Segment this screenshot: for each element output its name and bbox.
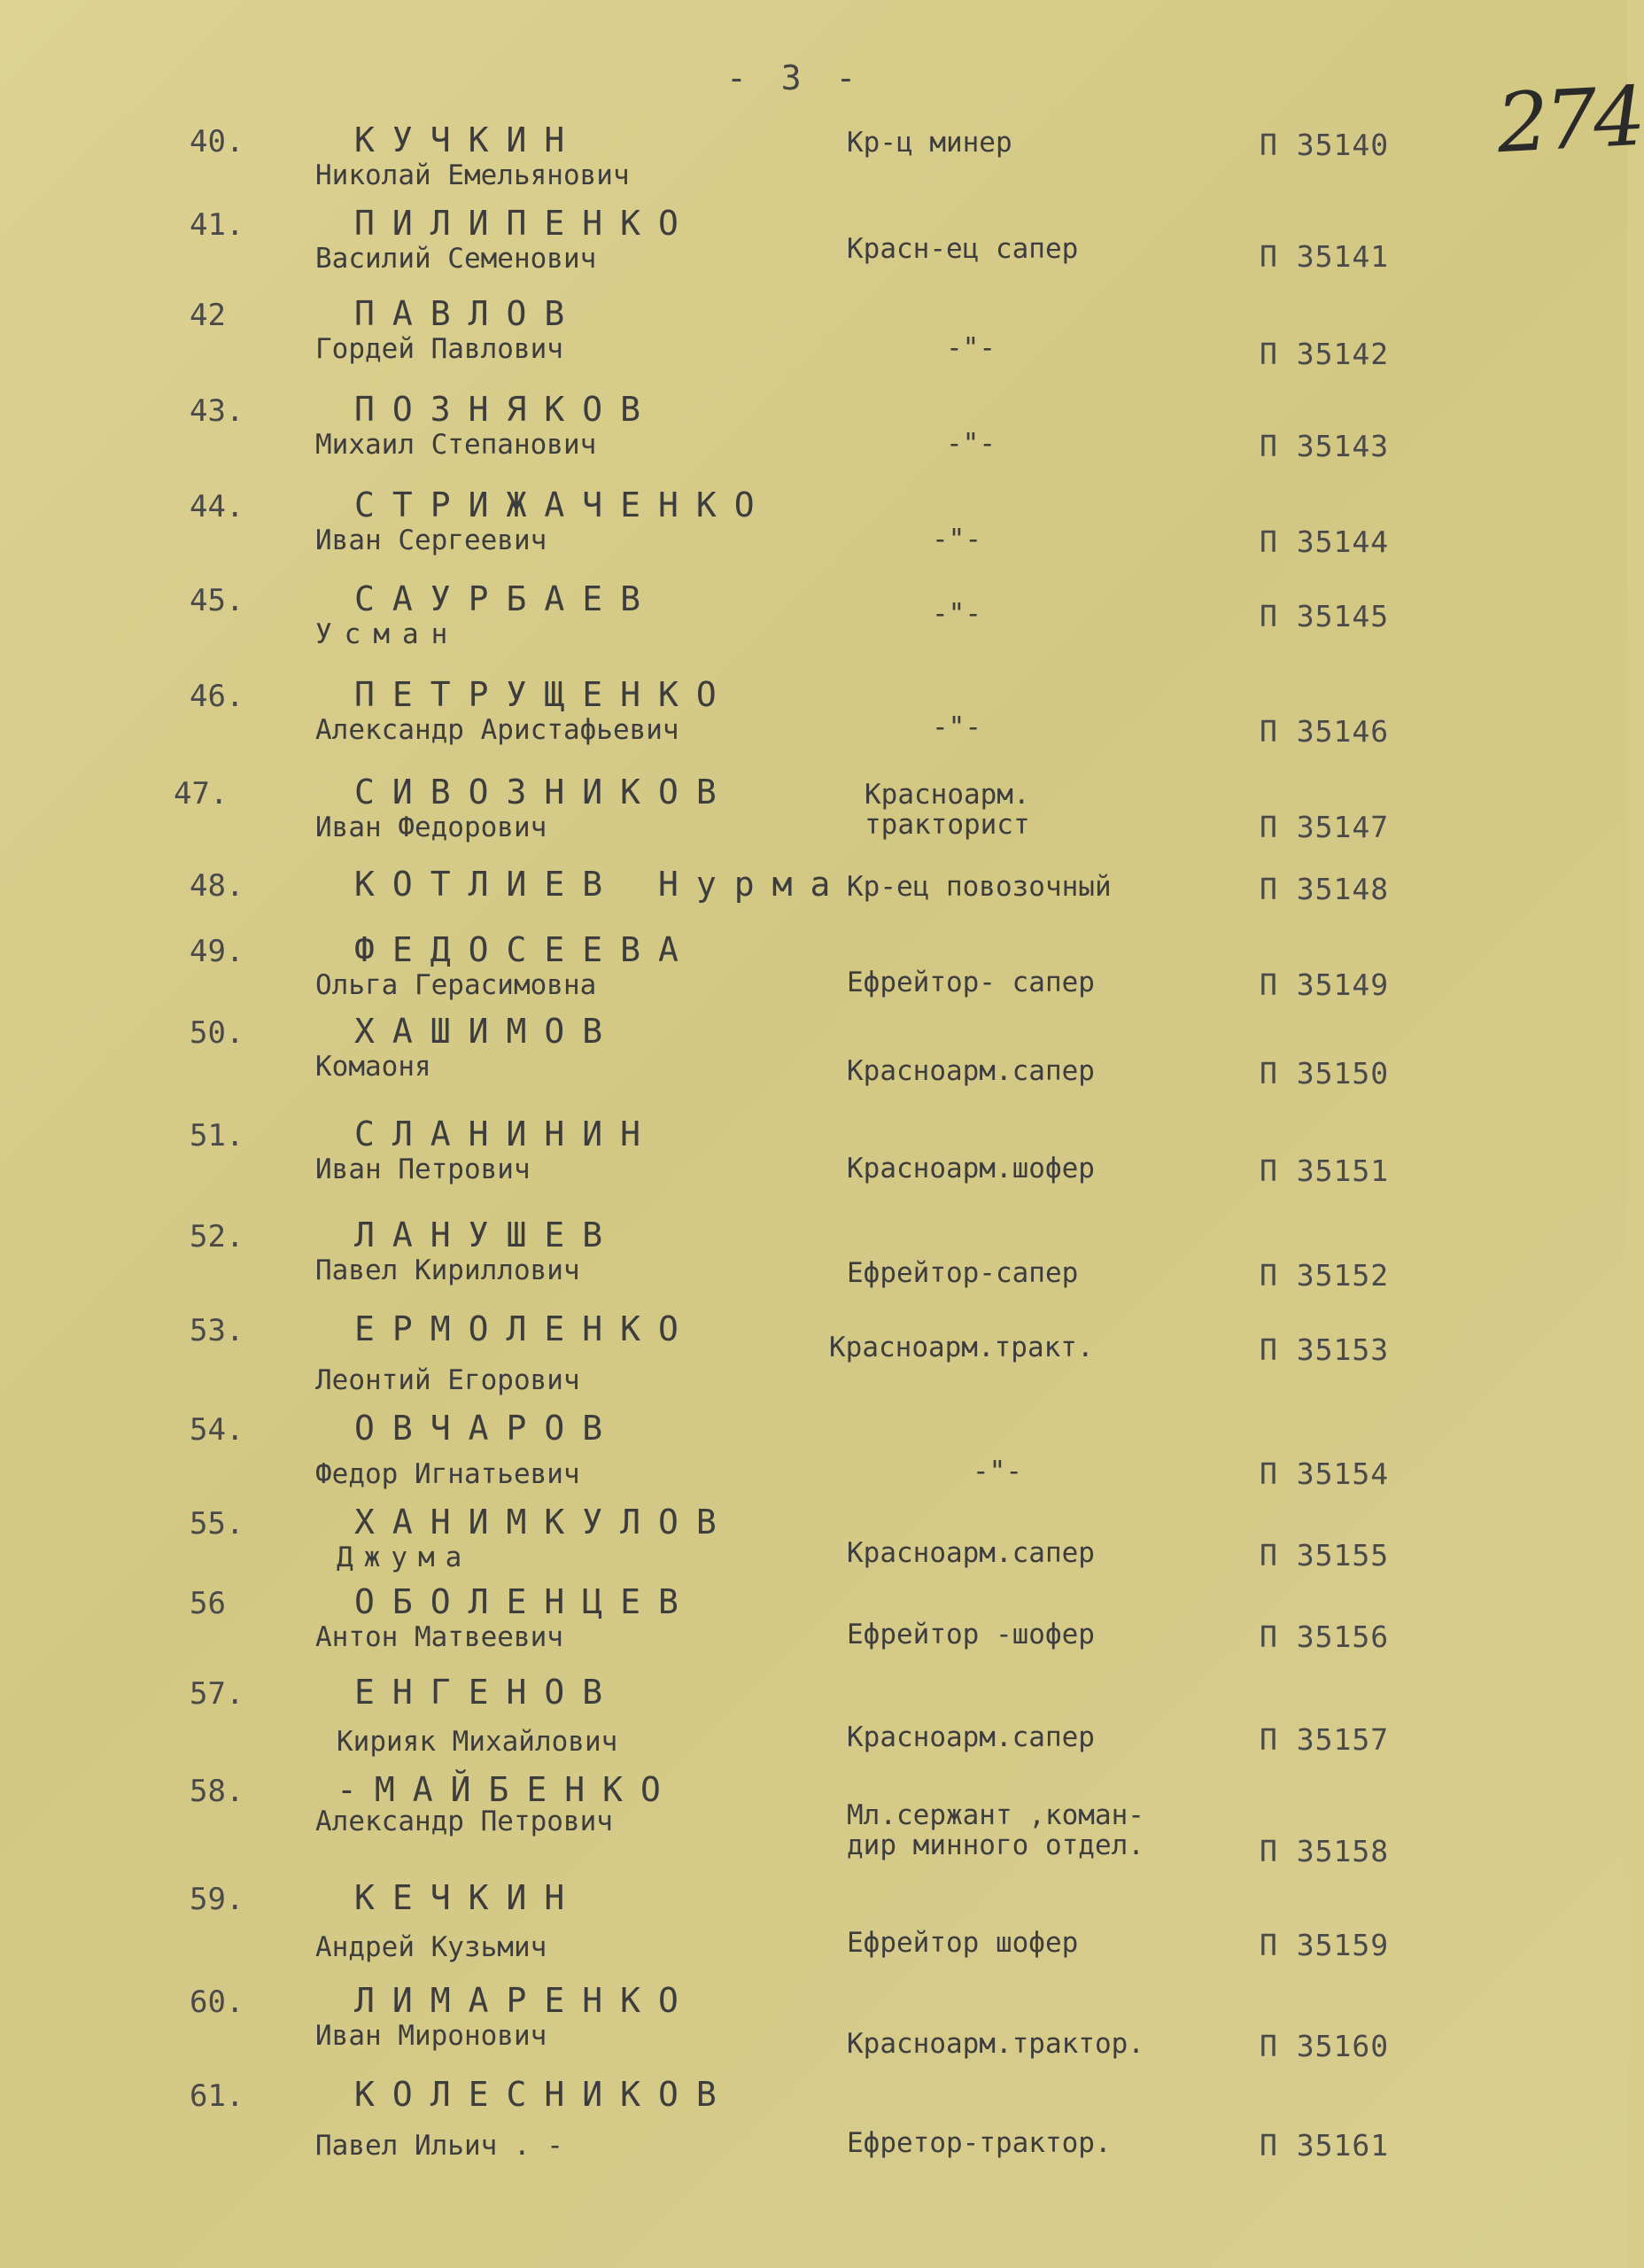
entry-role: Ефрейтор -шофер [847,1619,1095,1651]
entry-role: Ефрейтор-сапер [847,1257,1079,1289]
entry-surname: САУРБАЕВ [354,579,659,618]
entry-role: Кр-ц минер [847,127,1012,159]
entry-names: Андрей Кузьмич [315,1931,547,1963]
entry-surname: ПОЗНЯКОВ [354,390,659,429]
entry-names: Александр Петрович [315,1806,613,1837]
entry-service-number: П 35147 [1260,810,1390,844]
entry-service-number: П 35145 [1260,599,1390,633]
entry-service-number: П 35151 [1260,1153,1390,1188]
entry-names: Николай Емельянович [315,159,630,191]
entry-role: Красноарм.шофер [847,1153,1095,1184]
entry-names: Федор Игнатьевич [315,1458,580,1490]
entry-number: 60. [190,1984,244,2020]
entry-role: Красн-ец сапер [847,233,1079,265]
entry-number: 53. [190,1313,244,1348]
archive-page-number: 274 [1494,68,1644,172]
entry-names: Леонтий Егорович [315,1364,580,1396]
entry-role: Ефретор-трактор. [847,2127,1112,2159]
entry-service-number: П 35160 [1260,2029,1390,2063]
entry-number: 40. [190,124,244,159]
entry-row [0,1981,1627,2073]
entry-number: 47. [174,776,229,812]
entry-names: Михаил Степанович [315,429,597,461]
entry-role: -"- [932,524,981,555]
entry-surname: ФЕДОСЕЕВА [354,930,696,969]
entry-role: -"- [946,332,996,364]
entry-names: Павел Ильич . - [315,2130,563,2162]
entry-names: Иван Петрович [315,1153,531,1185]
entry-service-number: П 35153 [1260,1332,1390,1367]
entry-row [0,294,1627,386]
entry-role: -"- [946,428,996,460]
entry-surname: СТРИЖАЧЕНКО [354,485,772,524]
entry-number: 42 [190,298,226,333]
entry-row [0,390,1627,482]
entry-row [0,1216,1627,1308]
entry-surname: ЕНГЕНОВ [354,1673,621,1712]
entry-role: -"- [932,711,981,743]
entry-row [0,1503,1627,1595]
entry-role: -"- [932,598,981,630]
entry-row [0,1878,1627,1970]
entry-surname: -МАЙБЕНКО [337,1770,679,1809]
entry-service-number: П 35159 [1260,1928,1390,1962]
entry-number: 58. [190,1774,244,1809]
entry-number: 54. [190,1412,244,1448]
entry-surname: КУЧКИН [354,120,583,159]
entry-number: 59. [190,1882,244,1917]
entry-row [0,1012,1627,1104]
entry-row [0,2075,1627,2167]
entry-names: Иван Федорович [315,812,547,843]
entry-number: 56 [190,1586,226,1621]
entry-service-number: П 35152 [1260,1258,1390,1293]
entry-row [0,773,1627,865]
entry-surname: КОЛЕСНИКОВ [354,2075,734,2114]
entry-names: Иван Миронович [315,2020,547,2052]
entry-role: Мл.сержант ,коман- дир минного отдел. [847,1799,1144,1861]
entry-names: Кирияк Михайлович [337,1726,618,1758]
entry-row [0,675,1627,767]
entry-role: Ефрейтор- сапер [847,967,1095,998]
entry-surname: ОБОЛЕНЦЕВ [354,1582,696,1621]
entry-surname: ПАВЛОВ [354,294,583,333]
entry-row [0,579,1627,672]
entry-number: 55. [190,1506,244,1542]
page-number: - 3 - [726,58,864,97]
entry-service-number: П 35148 [1260,872,1390,906]
entry-role: -"- [973,1456,1022,1487]
entry-number: 57. [190,1676,244,1712]
entry-role: Красноарм. тракторист [865,779,1030,841]
entry-surname: ОВЧАРОВ [354,1409,621,1448]
entry-role: Кр-ец повозочный [847,871,1112,903]
entry-number: 45. [190,583,244,618]
entry-surname: ЛАНУШЕВ [354,1216,621,1254]
entry-surname: ЕРМОЛЕНКО [354,1309,696,1348]
entry-row [0,1582,1627,1674]
entry-number: 61. [190,2078,244,2114]
entry-role: Красноарм.тракт. [829,1332,1094,1363]
entry-surname: СИВОЗНИКОВ [354,773,734,812]
entry-service-number: П 35154 [1260,1456,1390,1491]
entry-number: 44. [190,489,244,524]
entry-row [0,204,1627,296]
entry-row [0,1309,1627,1402]
entry-surname: СЛАНИНИН [354,1115,659,1153]
entry-service-number: П 35143 [1260,429,1390,463]
entry-number: 43. [190,393,244,429]
entry-surname: КЕЧКИН [354,1878,583,1917]
entry-number: 50. [190,1015,244,1051]
entry-names: Павел Кириллович [315,1254,580,1286]
entry-number: 48. [190,868,244,904]
entry-service-number: П 35157 [1260,1722,1390,1757]
entry-service-number: П 35155 [1260,1538,1390,1573]
entry-row [0,930,1627,1022]
entry-service-number: П 35149 [1260,967,1390,1002]
entry-names: Гордей Павлович [315,333,563,365]
entry-service-number: П 35141 [1260,239,1390,274]
entry-surname: ХАШИМОВ [354,1012,621,1051]
entry-row [0,1409,1627,1501]
entry-service-number: П 35140 [1260,128,1390,162]
entry-service-number: П 35156 [1260,1619,1390,1654]
entry-service-number: П 35144 [1260,524,1390,559]
entry-surname: КОТЛИЕВ Нурма [354,865,849,904]
entry-number: 41. [190,207,244,243]
entry-service-number: П 35146 [1260,714,1390,749]
entry-row [0,1770,1627,1868]
entry-names: Антон Матвеевич [315,1621,563,1653]
entry-role: Красноарм.сапер [847,1537,1095,1569]
entry-row [0,120,1627,213]
entry-number: 51. [190,1118,244,1153]
entry-surname: ПЕТРУЩЕНКО [354,675,734,714]
entry-number: 49. [190,934,244,969]
entry-names: Александр Аристафьевич [315,714,679,746]
entry-row [0,1673,1627,1765]
entry-names: Комаоня [315,1051,431,1083]
entry-surname: ЛИМАРЕНКО [354,1981,696,2020]
entry-names: Василий Семенович [315,243,597,275]
entry-role: Красноарм.трактор. [847,2028,1144,2060]
entry-number: 52. [190,1219,244,1254]
entry-service-number: П 35142 [1260,337,1390,371]
entry-service-number: П 35161 [1260,2128,1390,2163]
entry-service-number: П 35158 [1260,1834,1390,1868]
entry-role: Ефрейтор шофер [847,1927,1079,1959]
entry-service-number: П 35150 [1260,1056,1390,1091]
entry-surname: ХАНИМКУЛОВ [354,1503,734,1542]
entry-names: Усман [315,618,461,650]
entry-surname: ПИЛИПЕНКО [354,204,696,243]
entry-role: Красноарм.сапер [847,1721,1095,1753]
entry-row [0,1115,1627,1207]
entry-names: Иван Сергеевич [315,524,547,556]
entry-row [0,485,1627,578]
entry-names: Джума [337,1542,473,1573]
entry-number: 46. [190,679,244,714]
entry-names: Ольга Герасимовна [315,969,597,1001]
entry-role: Красноарм.сапер [847,1055,1095,1087]
